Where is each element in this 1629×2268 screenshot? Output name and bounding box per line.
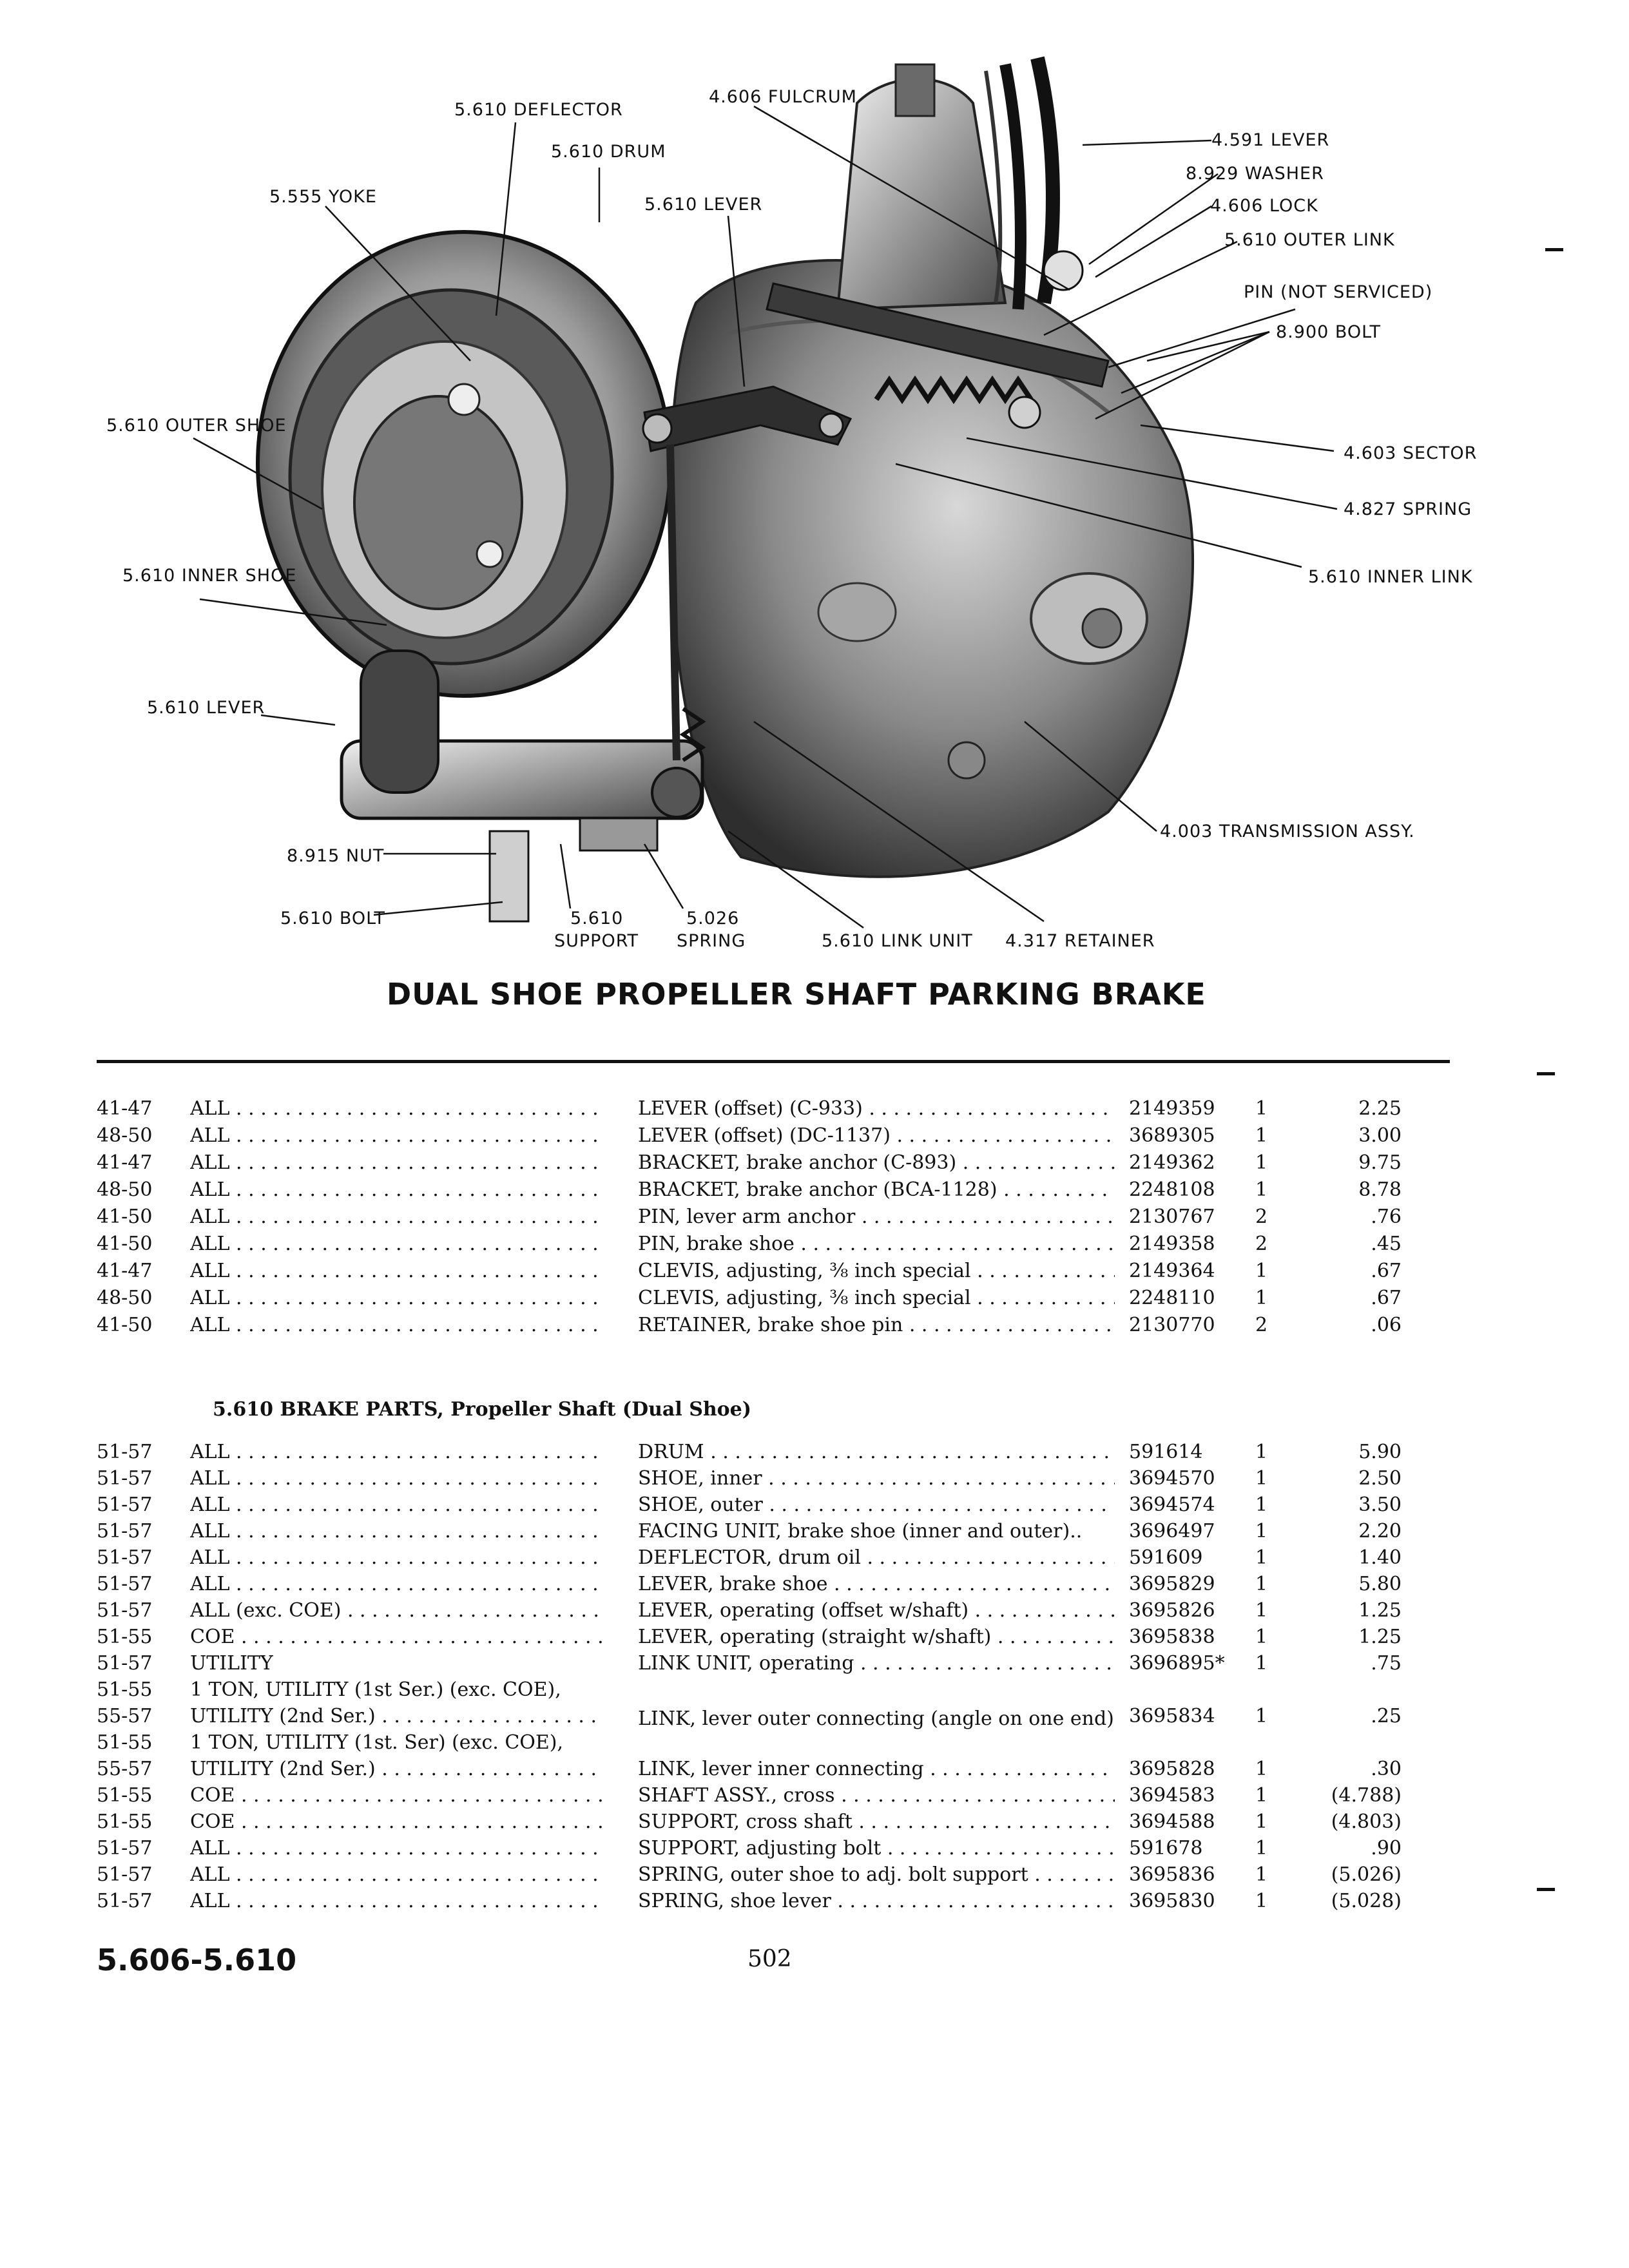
table-row: 41-47 ALL . . . CLEVIS, adjusting, ⅜ inch special . . . 2149364 1 .67 [0,1260,1629,1285]
table-row: 41-50 ALL . . . PIN, lever arm anchor . . . 2130767 2 .76 [0,1206,1629,1231]
brake-diagram [0,0,1629,954]
callout-inner-link: 5.610 INNER LINK [1308,567,1473,587]
table-row: 51-57 ALL . . . LEVER, brake shoe . . . 3695829 1 5.80 [0,1573,1629,1599]
section-heading: 5.610 BRAKE PARTS, Propeller Shaft (Dual Shoe) [213,1398,751,1421]
callout-lever-4591: 4.591 LEVER [1211,130,1330,150]
callout-drum: 5.610 DRUM [551,142,666,162]
page-title: DUAL SHOE PROPELLER SHAFT PARKING BRAKE [387,977,1206,1012]
table-row: 51-57 ALL . . . SHOE, inner . . . 3694570 1 2.50 [0,1467,1629,1493]
table-row: 51-57 ALL . . . SPRING, shoe lever . . . 3695830 1 (5.028) [0,1890,1629,1916]
callout-spring: SPRING [677,931,746,951]
table-row: 51-55 1 TON, UTILITY (1st. Ser) (exc. COE), [97,1731,564,1754]
callout-bolt-5610: 5.610 BOLT [280,908,385,928]
callout-nut: 8.915 NUT [287,846,385,866]
callout-spring-4827: 4.827 SPRING [1344,499,1472,519]
callout-outer-link: 5.610 OUTER LINK [1224,230,1395,250]
table-row: 51-57 ALL . . . FACING UNIT, brake shoe (inner and outer).. 3696497 1 2.20 [0,1520,1629,1546]
callout-inner-shoe: 5.610 INNER SHOE [122,566,297,586]
callout-yoke: 5.555 YOKE [269,187,377,207]
transmission-case [670,260,1193,877]
footer-section-range: 5.606-5.610 [97,1943,297,1977]
callout-retainer: 4.317 RETAINER [1005,931,1155,951]
table-row: 51-55 COE . . . LEVER, operating (straight w/shaft) . . . 3695838 1 1.25 [0,1626,1629,1651]
callout-spring-num: 5.026 [686,908,740,928]
table-row: 51-57 ALL . . . DEFLECTOR, drum oil . . . 591609 1 1.40 [0,1546,1629,1572]
callout-support: SUPPORT [554,931,639,951]
table-row: 48-50 ALL . . . CLEVIS, adjusting, ⅜ inch special . . . 2248110 1 .67 [0,1287,1629,1312]
title-divider [97,1060,1450,1063]
table-row: 51-57 ALL . . . DRUM . . . 591614 1 5.90 [0,1441,1629,1466]
callout-support-num: 5.610 [570,908,624,928]
table-row: 51-57 ALL (exc. COE) . . . LEVER, operating (offset w/shaft) . . . 3695826 1 1.25 [0,1599,1629,1625]
table-row: 48-50 ALL . . . LEVER (offset) (DC-1137) . . . 3689305 1 3.00 [0,1124,1629,1150]
callout-sector: 4.603 SECTOR [1344,443,1478,463]
callout-link-unit: 5.610 LINK UNIT [822,931,973,951]
table-row: 48-50 ALL . . . BRACKET, brake anchor (BCA-1128) . . . 2248108 1 8.78 [0,1178,1629,1204]
table-row: 51-55 COE . . . SUPPORT, cross shaft . . . 3694588 1 (4.803) [0,1811,1629,1836]
margin-mark [1537,1888,1555,1891]
table-row: 41-47 ALL . . . LEVER (offset) (C-933) . . . 2149359 1 2.25 [0,1097,1629,1123]
table-row: 41-50 ALL . . . RETAINER, brake shoe pin . . . 2130770 2 .06 [0,1314,1629,1340]
callout-pin: PIN (NOT SERVICED) [1244,282,1433,302]
callout-outer-shoe: 5.610 OUTER SHOE [106,416,287,436]
margin-mark [1537,1072,1555,1075]
brake-assembly-illustration [0,0,1629,954]
callout-lever-top: 5.610 LEVER [644,195,763,215]
table-row: 55-57 UTILITY (2nd Ser.) . . . LINK, lever outer connecting (angle on one end) 3695834 1 .25 [0,1705,1629,1731]
table-row: 41-47 ALL . . . BRACKET, brake anchor (C-893) . . . 2149362 1 9.75 [0,1151,1629,1177]
callout-washer: 8.929 WASHER [1186,164,1324,184]
table-row: 51-57 ALL . . . SHOE, outer . . . 3694574 1 3.50 [0,1494,1629,1519]
table-row: 51-57 ALL . . . SUPPORT, adjusting bolt . . . 591678 1 .90 [0,1837,1629,1863]
callout-fulcrum: 4.606 FULCRUM [709,87,857,107]
callout-bolt-8900: 8.900 BOLT [1276,322,1381,342]
page-number: 502 [747,1946,792,1972]
table-row: 51-55 COE . . . SHAFT ASSY., cross . . . 3694583 1 (4.788) [0,1784,1629,1810]
callout-lock: 4.606 LOCK [1210,196,1318,216]
table-row: 51-57 UTILITY LINK UNIT, operating . . . 3696895* 1 .75 [0,1652,1629,1678]
table-row: 41-50 ALL . . . PIN, brake shoe . . . 2149358 2 .45 [0,1233,1629,1258]
table-row: 51-55 1 TON, UTILITY (1st Ser.) (exc. COE), [97,1678,561,1701]
callout-transmission: 4.003 TRANSMISSION ASSY. [1160,822,1415,841]
callout-lever-left: 5.610 LEVER [147,698,265,718]
table-row: 51-57 ALL . . . SPRING, outer shoe to adj. bolt support . . . 3695836 1 (5.026) [0,1863,1629,1889]
table-row: 55-57 UTILITY (2nd Ser.) . . . LINK, lever inner connecting . . . 3695828 1 .30 [0,1758,1629,1783]
callout-deflector: 5.610 DEFLECTOR [454,100,623,120]
margin-mark [1545,248,1563,251]
